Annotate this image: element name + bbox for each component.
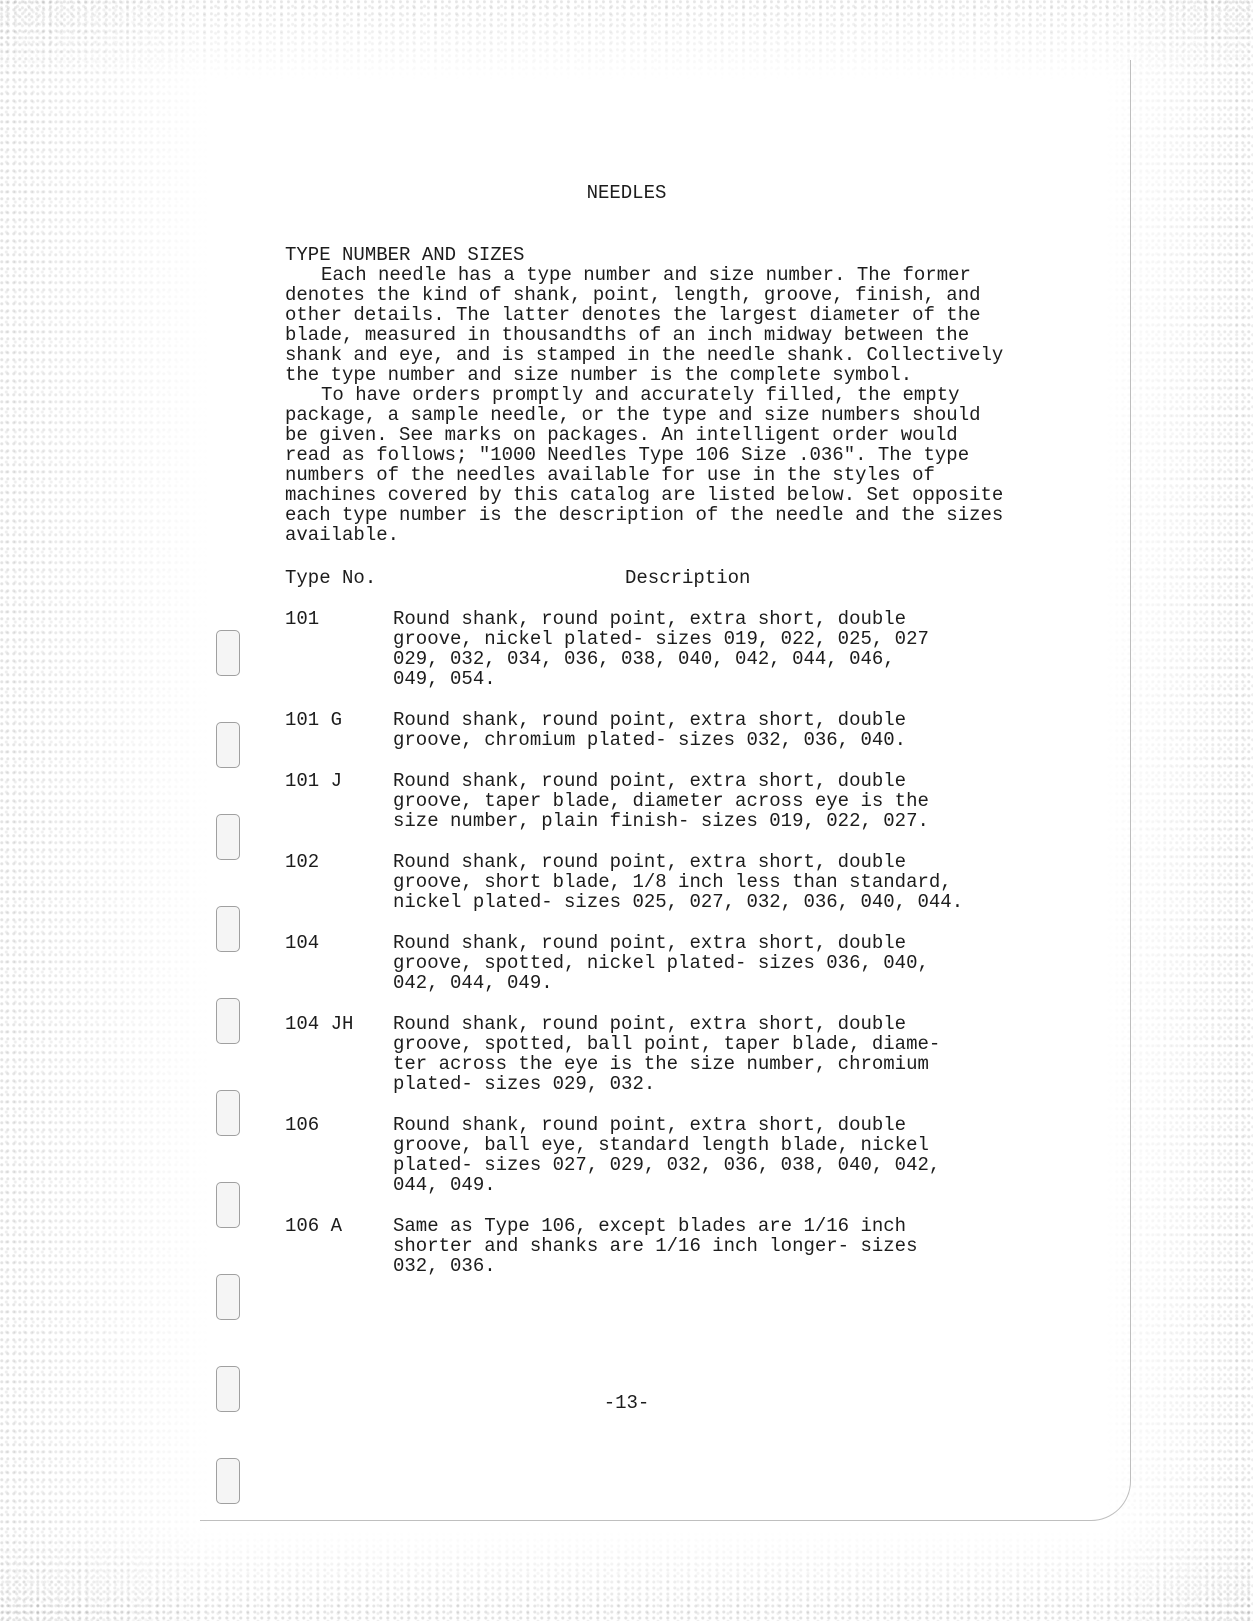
type-description: Round shank, round point, extra short, double groove, taper blade, diameter across eye is the size number, plain finish- sizes 019, 022, 027.	[393, 770, 929, 832]
scan-noise-bottom	[0, 1531, 1253, 1621]
column-header-description: Description	[625, 567, 751, 589]
intro-paragraph-1: Each needle has a type number and size number. The former denotes the kind of shank, point, length, groove, finish, and other details. The latter denotes the largest diameter of the blade, measured in thousandths of an inch midway between the shank and eye, and is stamped in the needle shank. Collectively the type number and size number is the complete symbol.	[285, 264, 1004, 386]
table-row	[285, 1115, 1005, 1195]
table-row	[285, 1014, 1005, 1094]
type-number: 101 J	[285, 770, 343, 792]
table-row	[285, 710, 1005, 750]
type-number: 106 A	[285, 1215, 343, 1237]
document-body	[285, 245, 1005, 1297]
page-title: NEEDLES	[586, 182, 667, 204]
binder-hole-icon	[216, 630, 240, 676]
table-row	[285, 609, 1005, 689]
binder-hole-icon	[216, 1090, 240, 1136]
binder-hole-icon	[216, 906, 240, 952]
type-number: 106	[285, 1114, 320, 1136]
type-description: Round shank, round point, extra short, double groove, spotted, ball point, taper blade, diame- ter across the eye is the size number, chromium plated- sizes 029, 032.	[393, 1013, 941, 1095]
type-number: 101	[285, 608, 320, 630]
page-number: -13-	[603, 1392, 650, 1414]
binder-hole-icon	[216, 1274, 240, 1320]
type-number: 104 JH	[285, 1013, 354, 1035]
binder-holes	[216, 630, 242, 1500]
type-description: Round shank, round point, extra short, double groove, nickel plated- sizes 019, 022, 025, 027 029, 032, 034, 036, 038, 040, 042, 044, 046, 049, 054.	[393, 608, 929, 690]
type-number: 104	[285, 932, 320, 954]
table-header	[285, 568, 1005, 588]
type-description: Round shank, round point, extra short, double groove, ball eye, standard length blade, nickel plated- sizes 027, 029, 032, 036, 038, 040, 042, 044, 049.	[393, 1114, 941, 1196]
binder-hole-icon	[216, 814, 240, 860]
table-row	[285, 1216, 1005, 1276]
type-description: Same as Type 106, except blades are 1/16 inch shorter and shanks are 1/16 inch longer- sizes 032, 036.	[393, 1215, 918, 1277]
section-title: TYPE NUMBER AND SIZES	[285, 244, 525, 266]
table-row	[285, 933, 1005, 993]
type-description: Round shank, round point, extra short, double groove, short blade, 1/8 inch less than standard, nickel plated- sizes 025, 027, 032, 036, 040, 044.	[393, 851, 964, 913]
type-description: Round shank, round point, extra short, double groove, chromium plated- sizes 032, 036, 040.	[393, 709, 907, 751]
needle-list	[285, 609, 1005, 1276]
type-number: 102	[285, 851, 320, 873]
binder-hole-icon	[216, 722, 240, 768]
table-row	[285, 771, 1005, 831]
type-description: Round shank, round point, extra short, double groove, spotted, nickel plated- sizes 036, 040, 042, 044, 049.	[393, 932, 929, 994]
binder-hole-icon	[216, 1182, 240, 1228]
scan-noise-left	[0, 0, 210, 1621]
table-row	[285, 852, 1005, 912]
binder-hole-icon	[216, 1458, 240, 1504]
type-number: 101 G	[285, 709, 343, 731]
column-header-type: Type No.	[285, 567, 377, 589]
intro-paragraph-2: To have orders promptly and accurately filled, the empty package, a sample needle, or the type and size numbers should be given. See marks on packages. An intelligent order would read as follows; "1000 Needles Type 106 Size .036". The type numbers of the needles available for use in the styles of machines covered by this catalog are listed below. Set opposite each type number is the description of the needle and the sizes available.	[285, 384, 1004, 546]
binder-hole-icon	[216, 998, 240, 1044]
